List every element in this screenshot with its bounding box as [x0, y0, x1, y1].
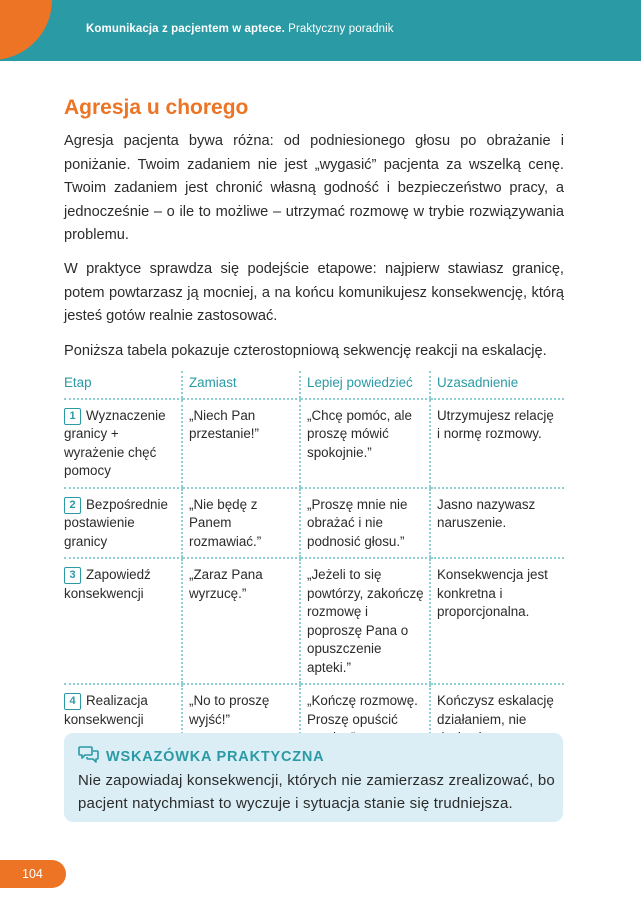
header-stage: Etap: [64, 371, 182, 399]
paragraph-2: W praktyce sprawdza się podejście etapowe: najpierw stawiasz granicę, potem powtarzasz ją mocniej, a na końcu komunikujesz konsekwencję, którą jesteś gotów realnie zastosować.: [64, 261, 564, 324]
step-number-badge: 2: [64, 497, 81, 514]
stage-text: Wyznaczenie granicy + wyrażenie chęć pomocy: [64, 407, 166, 478]
header-instead: Zamiast: [182, 371, 300, 399]
table-row: [64, 399, 564, 488]
header-title-rest: Praktyczny poradnik: [284, 23, 394, 35]
speech-bubbles-icon: [78, 745, 106, 768]
stage-text: Bezpośrednie postawienie granicy: [64, 496, 168, 549]
practical-tip-box: [64, 733, 563, 822]
stage-cell: [64, 488, 182, 559]
instead-cell: „Niech Pan przestanie!”: [182, 399, 300, 488]
tip-body: Nie zapowiadaj konsekwencji, których nie zamierzasz zrealizować, bo pacjent natychmiast to wyczuje i sytuacja stanie się trudniejsza.: [78, 772, 555, 812]
header-title: [86, 23, 394, 35]
reason-cell: Jasno nazywasz naruszenie.: [430, 488, 564, 559]
better-cell: „Kończę rozmowę. Proszę opuścić: [300, 684, 430, 754]
table-row: [64, 488, 564, 559]
page-number: 104: [0, 860, 66, 888]
step-number-badge: 1: [64, 408, 81, 425]
step-number-badge: 4: [64, 693, 81, 710]
step-number-badge: 3: [64, 567, 81, 584]
stage-text: Realizacja konsekwencji: [64, 693, 148, 727]
paragraph-1: Agresja pacjenta bywa różna: od podniesionego głosu po obrażanie i poniżanie. Twoim zadaniem nie jest „wygasić” pacjenta za wszelką cenę. Twoim zadaniem jest chronić własną godność i bezpieczeństwo pracy, a jednocześnie – o ile to możliwe – utrzymać rozmowę w trybie rozwiązywania problemu.: [64, 133, 564, 243]
instead-cell: „Zaraz Pana wyrzucę.”: [182, 558, 300, 684]
better-cell: „Chcę pomóc, ale proszę mówić spokojnie.”: [300, 399, 430, 488]
header-better: Lepiej powiedzieć: [300, 371, 430, 399]
stage-cell: [64, 399, 182, 488]
stage-text: Zapowiedź konsekwencji: [64, 567, 151, 601]
paragraph-3: Poniższa tabela pokazuje czterostopniową sekwencję reakcji na eskalację.: [64, 343, 547, 359]
table-row: [64, 558, 564, 684]
table-header-row: [64, 371, 564, 399]
instead-cell: „Nie będę z Panem rozmawiać.”: [182, 488, 300, 559]
section-title: Agresja u chorego: [64, 96, 249, 119]
corner-decoration: [0, 0, 52, 60]
better-cell: „Jeżeli to się powtórzy, zakończę rozmowę i poproszę Pana o opuszczenie apteki.”: [300, 558, 430, 684]
header-title-bold: Komunikacja z pacjentem w aptece.: [86, 23, 285, 35]
instead-cell: „No to proszę wyjść!”: [182, 684, 300, 754]
reason-cell: Konsekwencja jest konkretna i proporcjonalna.: [430, 558, 564, 684]
better-cell: „Proszę mnie nie obrażać i nie podnosić głosu.”: [300, 488, 430, 559]
tip-heading: [78, 745, 324, 768]
running-header: [0, 0, 641, 61]
escalation-table: [64, 371, 564, 754]
tip-title: WSKAZÓWKA PRAKTYCZNA: [106, 748, 325, 765]
stage-cell: [64, 558, 182, 684]
reason-cell: Utrzymujesz relację i normę rozmowy.: [430, 399, 564, 488]
reason-cell: Kończysz eskalację działaniem, nie: [430, 684, 564, 754]
header-reason: Uzasadnienie: [430, 371, 564, 399]
